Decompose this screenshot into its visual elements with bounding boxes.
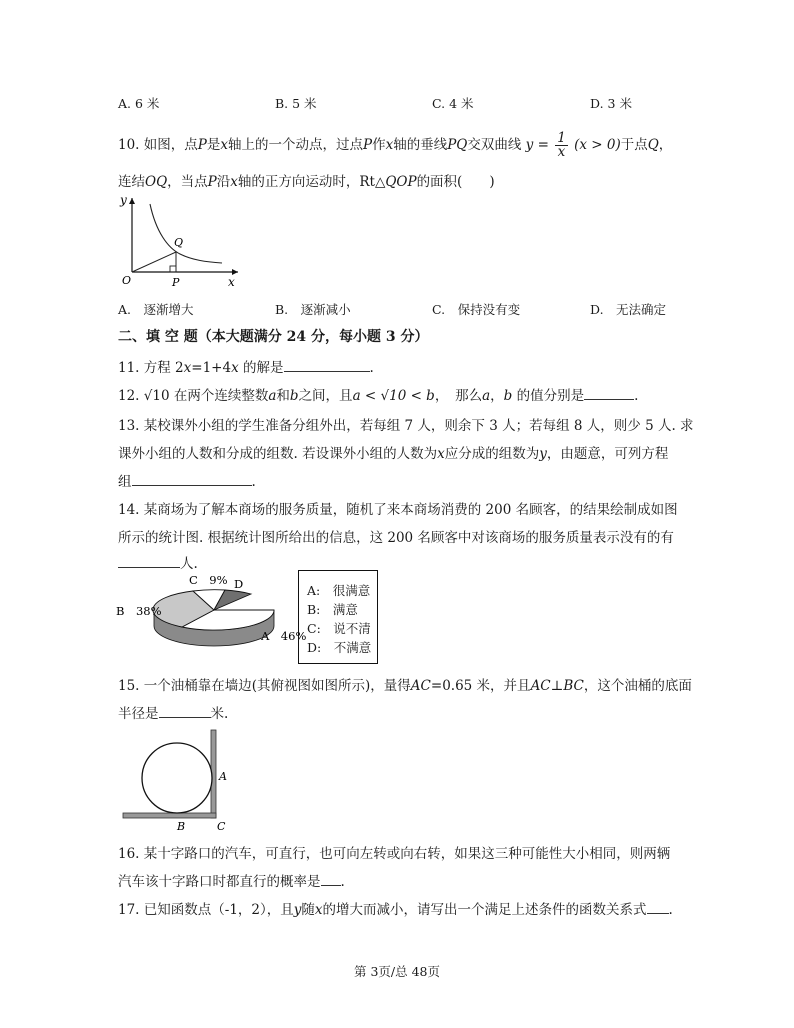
drum-circle <box>142 743 212 813</box>
q15-line-2: 半径是 米. <box>118 706 229 722</box>
q16-line-2: 汽车该十字路口时都直行的概率是 . <box>118 874 345 890</box>
pie-label-b: B 38% <box>116 604 162 618</box>
q15-line-1: 15. 一个油桶靠在墙边(其俯视图如图所示)，量得AC=0.65 米，并且AC⊥BC，这个油桶的底面 <box>118 678 692 694</box>
floor <box>123 813 216 818</box>
q17-answer-blank <box>647 901 669 914</box>
legend-b: B: 满意 <box>307 602 358 617</box>
q14-answer-blank <box>118 555 180 568</box>
q10-option-c: C. 保持没有变 <box>432 302 521 317</box>
q12-inequality: a < √10 < b <box>352 388 435 404</box>
label-o: O <box>122 274 132 287</box>
legend-c: C: 说不清 <box>307 621 371 636</box>
label-x: x <box>228 275 235 289</box>
pie-legend <box>298 570 378 664</box>
label-a: A <box>219 770 227 783</box>
q10-fraction: $\frac{1}{x}$ <box>557 130 566 160</box>
label-c: C <box>217 820 226 833</box>
q14-pie-chart <box>110 568 307 668</box>
q10-line-1: 10. 如图，点P是x轴上的一个动点，过点P作x轴的垂线PQ交双曲线 y = $\frac{1}{x}$ (x > 0)于点Q， <box>118 130 673 160</box>
q13-answer-blank <box>132 473 252 486</box>
q13-line-1: 13. 某校课外小组的学生准备分组外出，若每组 7 人，则余下 3 人；若每组 8 人，则少 5 人. 求 <box>118 418 694 434</box>
q13-line-3: 组 . <box>118 474 256 490</box>
legend-d: D: 不满意 <box>307 640 372 655</box>
pie-label-c: C 9% <box>189 573 228 587</box>
q9-option-b: B. 5 米 <box>275 96 317 111</box>
legend-a: A: 很满意 <box>307 583 371 598</box>
q14-line-1: 14. 某商场为了解本商场的服务质量，随机了来本商场消费的 200 名顾客，的结果绘制成如图 <box>118 502 678 518</box>
q16-answer-blank <box>321 873 341 886</box>
q10-option-d: D. 无法确定 <box>590 302 667 317</box>
q9-option-c: C. 4 米 <box>432 96 474 111</box>
label-p: P <box>172 276 180 289</box>
q16-line-1: 16. 某十字路口的汽车，可直行，也可向左转或向右转，如果这三种可能性大小相同，则两辆 <box>118 846 671 862</box>
section-2-title: 二、填 空 题（本大题满分 24 分，每小题 3 分） <box>118 329 429 345</box>
q12: 12. √10 在两个连续整数a和b之间，且a < √10 < b， 那么a，b 的值分别是 . <box>118 388 639 404</box>
right-angle-mark <box>170 266 176 272</box>
q15-oil-drum-figure <box>115 726 240 836</box>
q13-line-2: 课外小组的人数和分成的组数. 若设课外小组的人数为x应分成的组数为y，由题意，可列方程 <box>118 446 669 462</box>
pie-label-d: D <box>234 577 244 591</box>
q9-option-a: A. 6 米 <box>118 96 160 111</box>
q10-equation-y: y = <box>525 137 549 153</box>
q12-answer-blank <box>584 387 634 400</box>
q10-option-a: A. 逐渐增大 <box>118 302 194 317</box>
q10-line-2: 连结OQ，当点P沿x轴的正方向运动时，Rt△QOP的面积( ) <box>118 174 495 190</box>
q17: 17. 已知函数点（-1，2），且y随x的增大而减小，请写出一个满足上述条件的函数关系式 . <box>118 902 673 918</box>
label-y: y <box>120 193 127 207</box>
q14-line-3: 人. <box>118 552 198 572</box>
q10-hyperbola-figure <box>110 192 245 292</box>
label-q: Q <box>174 236 184 249</box>
q11-answer-blank <box>284 359 370 372</box>
pie-label-a: A 46% <box>261 629 307 643</box>
sqrt-10: √10 <box>143 388 170 404</box>
q10-option-b: B. 逐渐减小 <box>275 302 351 317</box>
q14-line-2: 所示的统计图. 根据统计图所给出的信息，这 200 名顾客中对该商场的服务质量表示没有的有 <box>118 530 674 546</box>
page-footer: 第 3页/总 48页 <box>353 964 441 979</box>
q9-option-d: D. 3 米 <box>590 96 632 111</box>
q15-answer-blank <box>159 705 211 718</box>
label-b: B <box>177 820 186 833</box>
q11: 11. 方程 2x=1+4x 的解是 . <box>118 360 374 376</box>
hyperbola-curve <box>150 204 222 263</box>
segment-oq <box>132 252 176 272</box>
